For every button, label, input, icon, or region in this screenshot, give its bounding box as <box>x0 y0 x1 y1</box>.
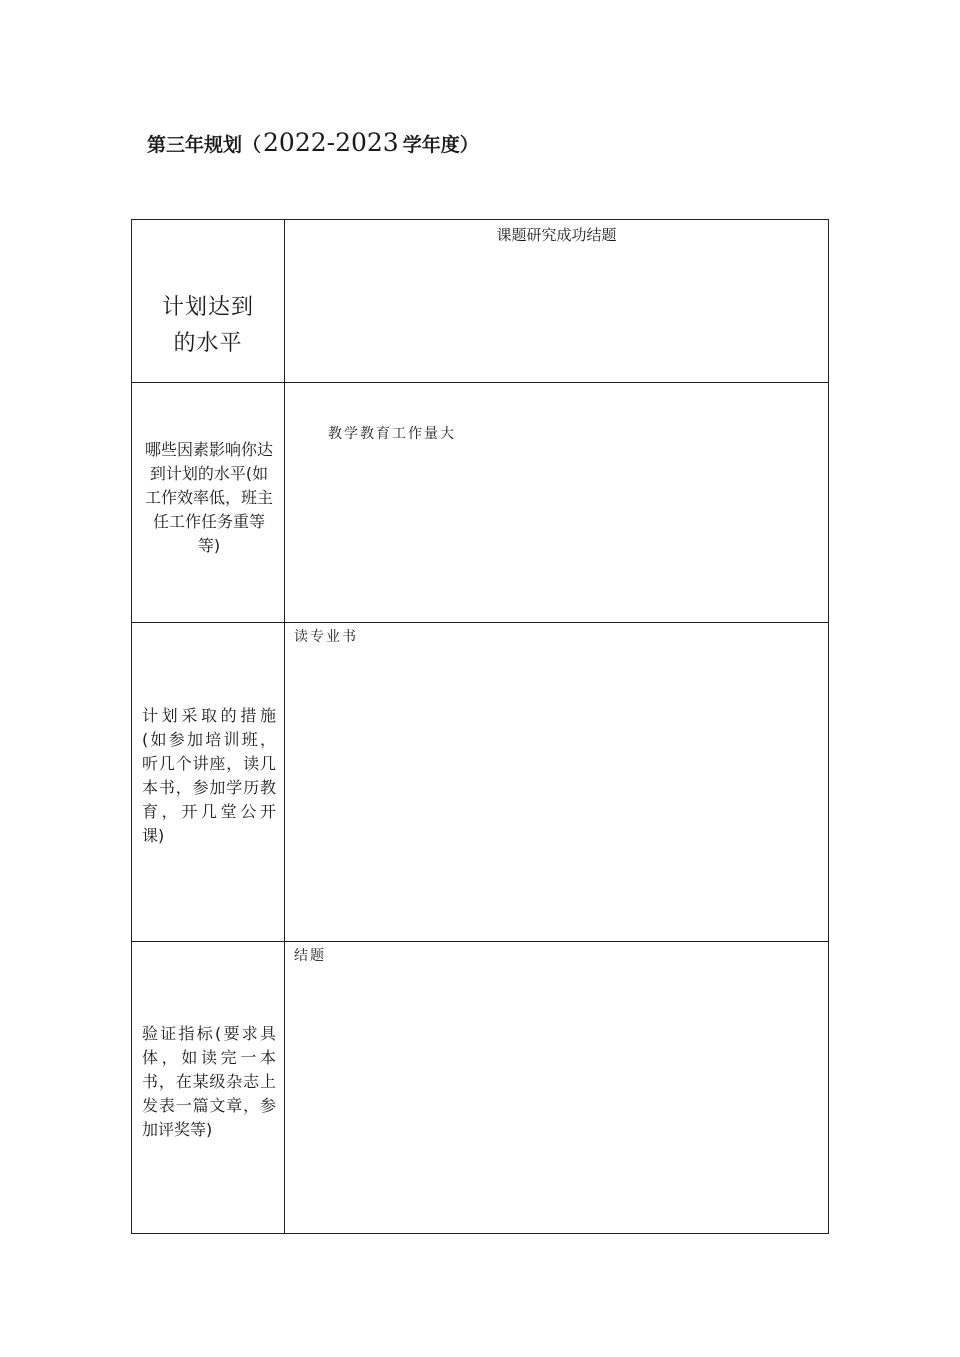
title-prefix: 第三年规划（ <box>147 134 262 156</box>
row-label: 验证指标(要求具体，如读完一本书，在某级杂志上发表一篇文章，参加评奖等) <box>142 1024 276 1139</box>
row-label-cell <box>132 942 285 1234</box>
row-label: 计划达到的水平 <box>161 295 254 356</box>
row-label: 计划采取的措施(如参加培训班，听几个讲座，读几本书，参加学历教育，开几堂公开课) <box>142 706 276 845</box>
row-content: 教学教育工作量大 <box>328 426 456 442</box>
row-label-cell <box>132 623 285 942</box>
row-content: 结题 <box>294 948 326 964</box>
table-row <box>132 942 829 1234</box>
row-content: 读专业书 <box>294 629 358 645</box>
row-content-cell <box>285 220 829 383</box>
row-label-cell <box>132 220 285 383</box>
page-title <box>147 128 479 162</box>
row-content-cell <box>285 942 829 1234</box>
row-content-cell <box>285 383 829 623</box>
table-row <box>132 383 829 623</box>
title-suffix: 学年度） <box>402 134 479 156</box>
row-label-cell <box>132 383 285 623</box>
plan-table <box>131 219 829 1234</box>
row-content-cell <box>285 623 829 942</box>
title-years: 2022-2023 <box>263 128 399 157</box>
row-content: 课题研究成功结题 <box>496 226 617 244</box>
table-row <box>132 623 829 942</box>
table-row <box>132 220 829 383</box>
row-label: 哪些因素影响你达到计划的水平(如工作效率低，班主任工作任务重等等) <box>144 440 273 555</box>
